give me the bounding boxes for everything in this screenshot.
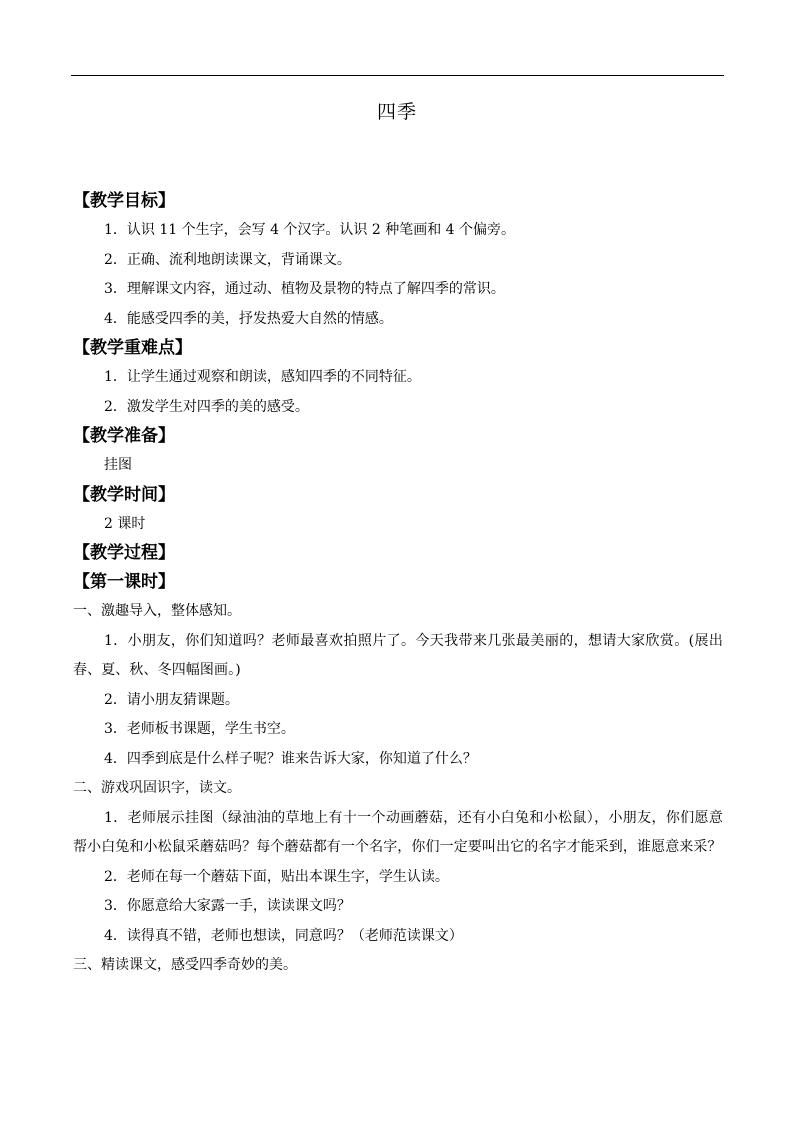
heading-teaching-goals: 【教学目标】 [73,191,175,211]
process-item: 1．小朋友，你们知道吗？老师最喜欢拍照片了。今天我带来几张最美丽的，想请大家欣赏。(展出春、夏、秋、冬四幅图画。) [73,632,723,678]
teaching-time-text: 2 课时 [104,515,146,532]
goal-item: 3．理解课文内容，通过动、植物及景物的特点了解四季的常识。 [104,281,505,297]
document-title: 四季 [376,101,417,123]
section-title-2: 二、游戏巩固识字，读文。 [73,780,241,796]
section-title-1: 一、激趣导入，整体感知。 [73,603,241,619]
process-item: 2．老师在每一个蘑菇下面，贴出本课生字，学生认读。 [104,868,449,885]
preparation-text: 挂图 [104,457,132,473]
process-item: 2．请小朋友猜课题。 [104,691,239,708]
key-point-item: 2．激发学生对四季的美的感受。 [104,398,309,415]
goal-item: 4．能感受四季的美，抒发热爱大自然的情感。 [104,310,393,327]
document-body [73,187,723,981]
heading-teaching-process: 【教学过程】 [73,543,175,563]
process-item: 4．四季到底是什么样子呢？谁来告诉大家，你知道了什么？ [104,750,477,767]
header-rule [71,75,724,76]
process-item: 3．你愿意给大家露一手，读读课文吗？ [104,898,351,914]
section-title-3: 三、精读课文，感受四季奇妙的美。 [73,957,297,973]
heading-teaching-time: 【教学时间】 [73,484,175,505]
heading-key-points: 【教学重难点】 [73,338,192,358]
goal-item: 2．正确、流利地朗读课文，背诵课文。 [104,251,351,268]
heading-first-lesson: 【第一课时】 [73,572,175,592]
goal-item: 1．认识 11 个生字，会写 4 个汉字。认识 2 种笔画和 4 个偏旁。 [104,222,516,238]
process-item: 1．老师展示挂图（绿油油的草地上有十一个动画蘑菇，还有小白兔和小松鼠），小朋友，你们愿意帮小白兔和小松鼠采蘑菇吗？每个蘑菇都有一个名字，你们一定要叫出它的名字才能采到，谁愿意来采？ [73,809,723,855]
key-point-item: 1．让学生通过观察和朗读，感知四季的不同特征。 [104,369,421,385]
process-item: 4．读得真不错，老师也想读，同意吗？（老师范读课文） [104,927,463,944]
heading-preparation: 【教学准备】 [73,426,175,446]
process-item: 3．老师板书课题，学生书空。 [104,721,295,737]
